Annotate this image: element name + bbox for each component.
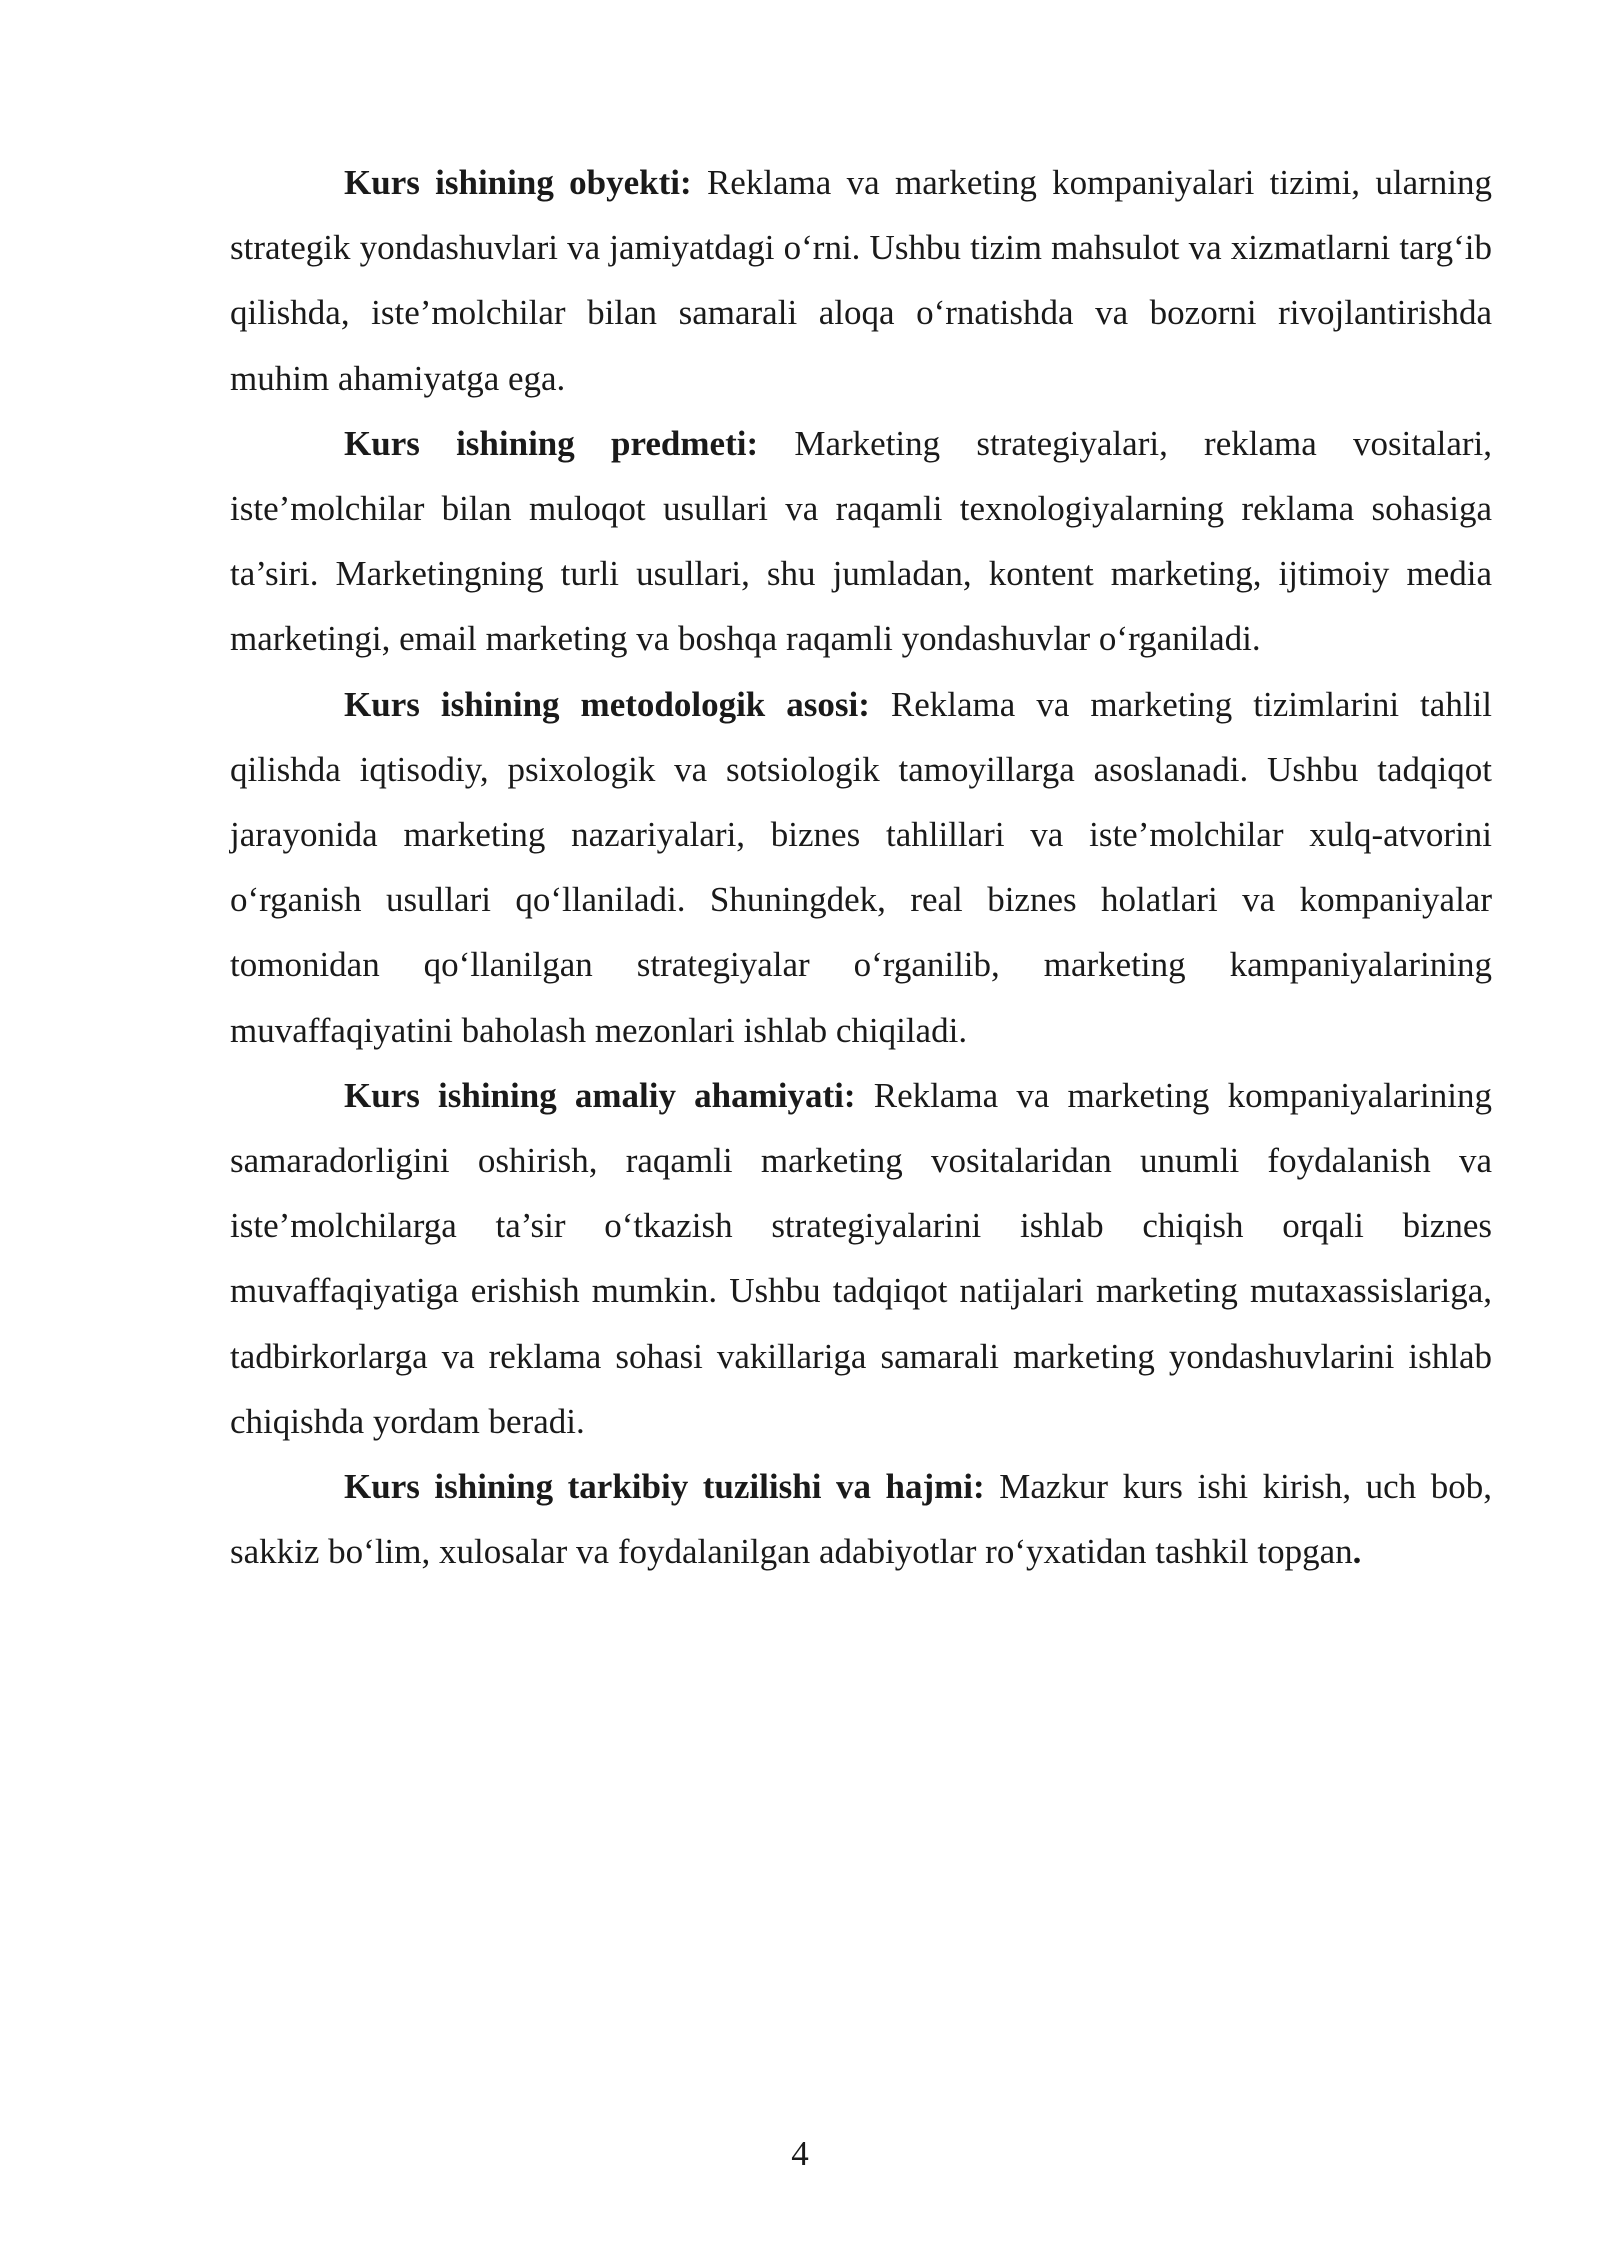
paragraph-heading: Kurs ishining metodologik asosi:: [344, 684, 870, 724]
paragraph-structure: [230, 1454, 1492, 1584]
paragraph-subject: [230, 411, 1492, 672]
paragraph-heading: Kurs ishining tarkibiy tuzilishi va hajmi:: [344, 1467, 985, 1507]
paragraph-text: Reklama va marketing kompaniyalari tizimi, ularning strategik yondashuvlari va jamiyatdagi o‘rni. Ushbu tizim mahsulot va xizmatlarni targ‘ib qilishda, iste’molchilar bilan samarali aloqa o‘rnatishda va bozorni rivojlantirishda muhim ahamiyatga ega.: [230, 163, 1492, 398]
page-number: 4: [791, 2134, 809, 2173]
paragraph-text: Reklama va marketing tizimlarini tahlil qilishda iqtisodiy, psixologik va sotsiologik tamoyillarga asoslanadi. Ushbu tadqiqot jarayonida marketing nazariyalari, biznes tahlillari va iste’molchilar xulq-atvorini o‘rganish usullari qo‘llaniladi. Shuningdek, real biznes holatlari va kompaniyalar tomonidan qo‘llanilgan strategiyalar o‘rganilib, marketing kampaniyalarining muvaffaqiyatini baholash mezonlari ishlab chiqiladi.: [230, 684, 1492, 1050]
paragraph-object: [230, 150, 1492, 411]
paragraph-heading: Kurs ishining amaliy ahamiyati:: [344, 1075, 856, 1115]
paragraph-methodology: [230, 672, 1492, 1063]
paragraph-text: Mazkur kurs ishi kirish, uch bob, sakkiz bo‘lim, xulosalar va foydalanilgan adabiyotlar ro‘yxatidan tashkil topgan: [230, 1467, 1492, 1572]
paragraph-heading: Kurs ishining obyekti:: [344, 163, 692, 202]
paragraph-practical-significance: [230, 1063, 1492, 1454]
document-body: [230, 150, 1492, 1584]
paragraph-heading: Kurs ishining predmeti:: [344, 423, 759, 463]
paragraph-text: Marketing strategiyalari, reklama vositalari, iste’molchilar bilan muloqot usullari va raqamli texnologiyalarning reklama sohasiga ta’siri. Marketingning turli usullari, shu jumladan, kontent marketing, ijtimoiy media marketingi, email marketing va boshqa raqamli yondashuvlar o‘rganiladi.: [230, 423, 1492, 659]
paragraph-text: Reklama va marketing kompaniyalarining samaradorligini oshirish, raqamli marketing vositalaridan unumli foydalanish va iste’molchilarga ta’sir o‘tkazish strategiyalarini ishlab chiqish orqali biznes muvaffaqiyatiga erishish mumkin. Ushbu tadqiqot natijalari marketing mutaxassislariga, tadbirkorlarga va reklama sohasi vakillariga samarali marketing yondashuvlarini ishlab chiqishda yordam beradi.: [230, 1075, 1492, 1441]
paragraph-tail: .: [1352, 1532, 1362, 1572]
